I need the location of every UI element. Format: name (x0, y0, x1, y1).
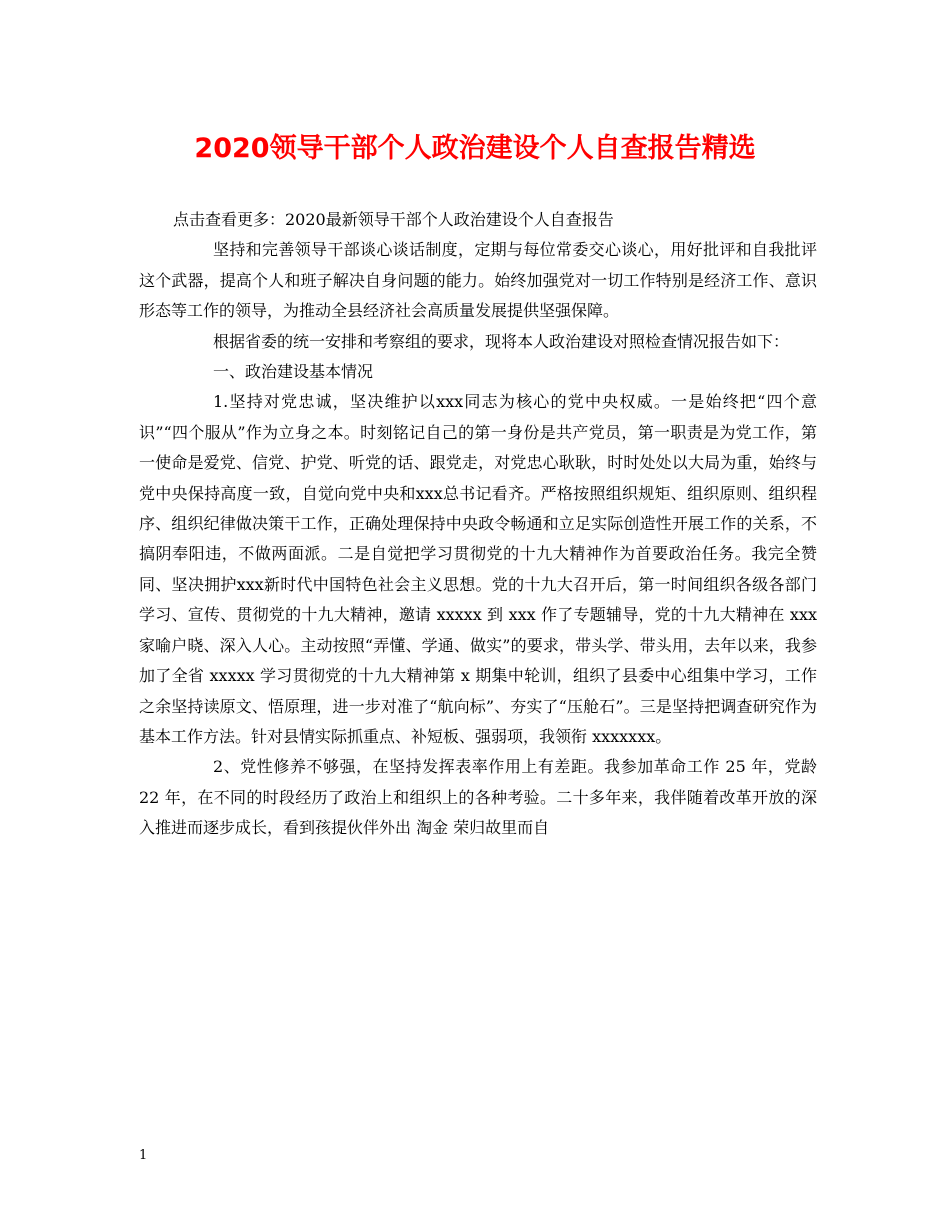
document-body (139, 205, 817, 844)
section-heading: 一、政治建设基本情况 (213, 362, 374, 382)
paragraph-intro: 坚持和完善领导干部谈心谈话制度，定期与每位常委交心谈心，用好批评和自我批评这个武器，提高个人和班子解决自身问题的能力。始终加强党对一切工作特别是经济工作、意识形态等工作的领导，为推动全县经济社会高质量发展提供坚强保障。 (139, 240, 817, 321)
document-title: 2020领导干部个人政治建设个人自查报告精选 (194, 133, 756, 164)
more-link[interactable]: 点击查看更多：2020最新领导干部个人政治建设个人自查报告 (173, 210, 614, 229)
paragraph-report-purpose: 根据省委的统一安排和考察组的要求，现将本人政治建设对照检查情况报告如下： (213, 331, 790, 351)
paragraph-party-cultivation: 2、党性修养不够强，在坚持发挥表率作用上有差距。我参加革命工作 25 年，党龄 22 年，在不同的时段经历了政治上和组织上的各种考验。二十多年来，我伴随着改革开放的深入推进而逐步成长，看到孩提伙伴外出 淘金 荣归故里而自 (139, 757, 817, 838)
paragraph-loyalty: 1.坚持对党忠诚，坚决维护以xxx同志为核心的党中央权威。一是始终把“四个意识”“四个服从”作为立身之本。时刻铭记自己的第一身份是共产党员，第一职责是为党工作，第一使命是爱党、信党、护党、听党的话、跟党走，对党忠心耿耿，时时处处以大局为重，始终与党中央保持高度一致，自觉向党中央和xxx总书记看齐。严格按照组织规矩、组织原则、组织程序、组织纪律做决策干工作，正确处理保持中央政令畅通和立足实际创造性开展工作的关系，不搞阴奉阳违，不做两面派。二是自觉把学习贯彻党的十九大精神作为首要政治任务。我完全赞同、坚决拥护xxx新时代中国特色社会主义思想。党的十九大召开后，第一时间组织各级各部门学习、宣传、贯彻党的十九大精神，邀请 xxxxx 到 xxx 作了专题辅导，党的十九大精神在 xxx 家喻户晓、深入人心。主动按照“弄懂、学通、做实”的要求，带头学、带头用，去年以来，我参加了全省 xxxxx 学习贯彻党的十九大精神第 x 期集中轮训，组织了县委中心组集中学习，工作之余坚持读原文、悟原理，进一步对准了“航向标”、夯实了“压舱石”。三是坚持把调查研究作为基本工作方法。针对县情实际抓重点、补短板、强弱项，我领衔 xxxxxxx。 (139, 392, 817, 746)
page-number: 1 (139, 1148, 148, 1163)
